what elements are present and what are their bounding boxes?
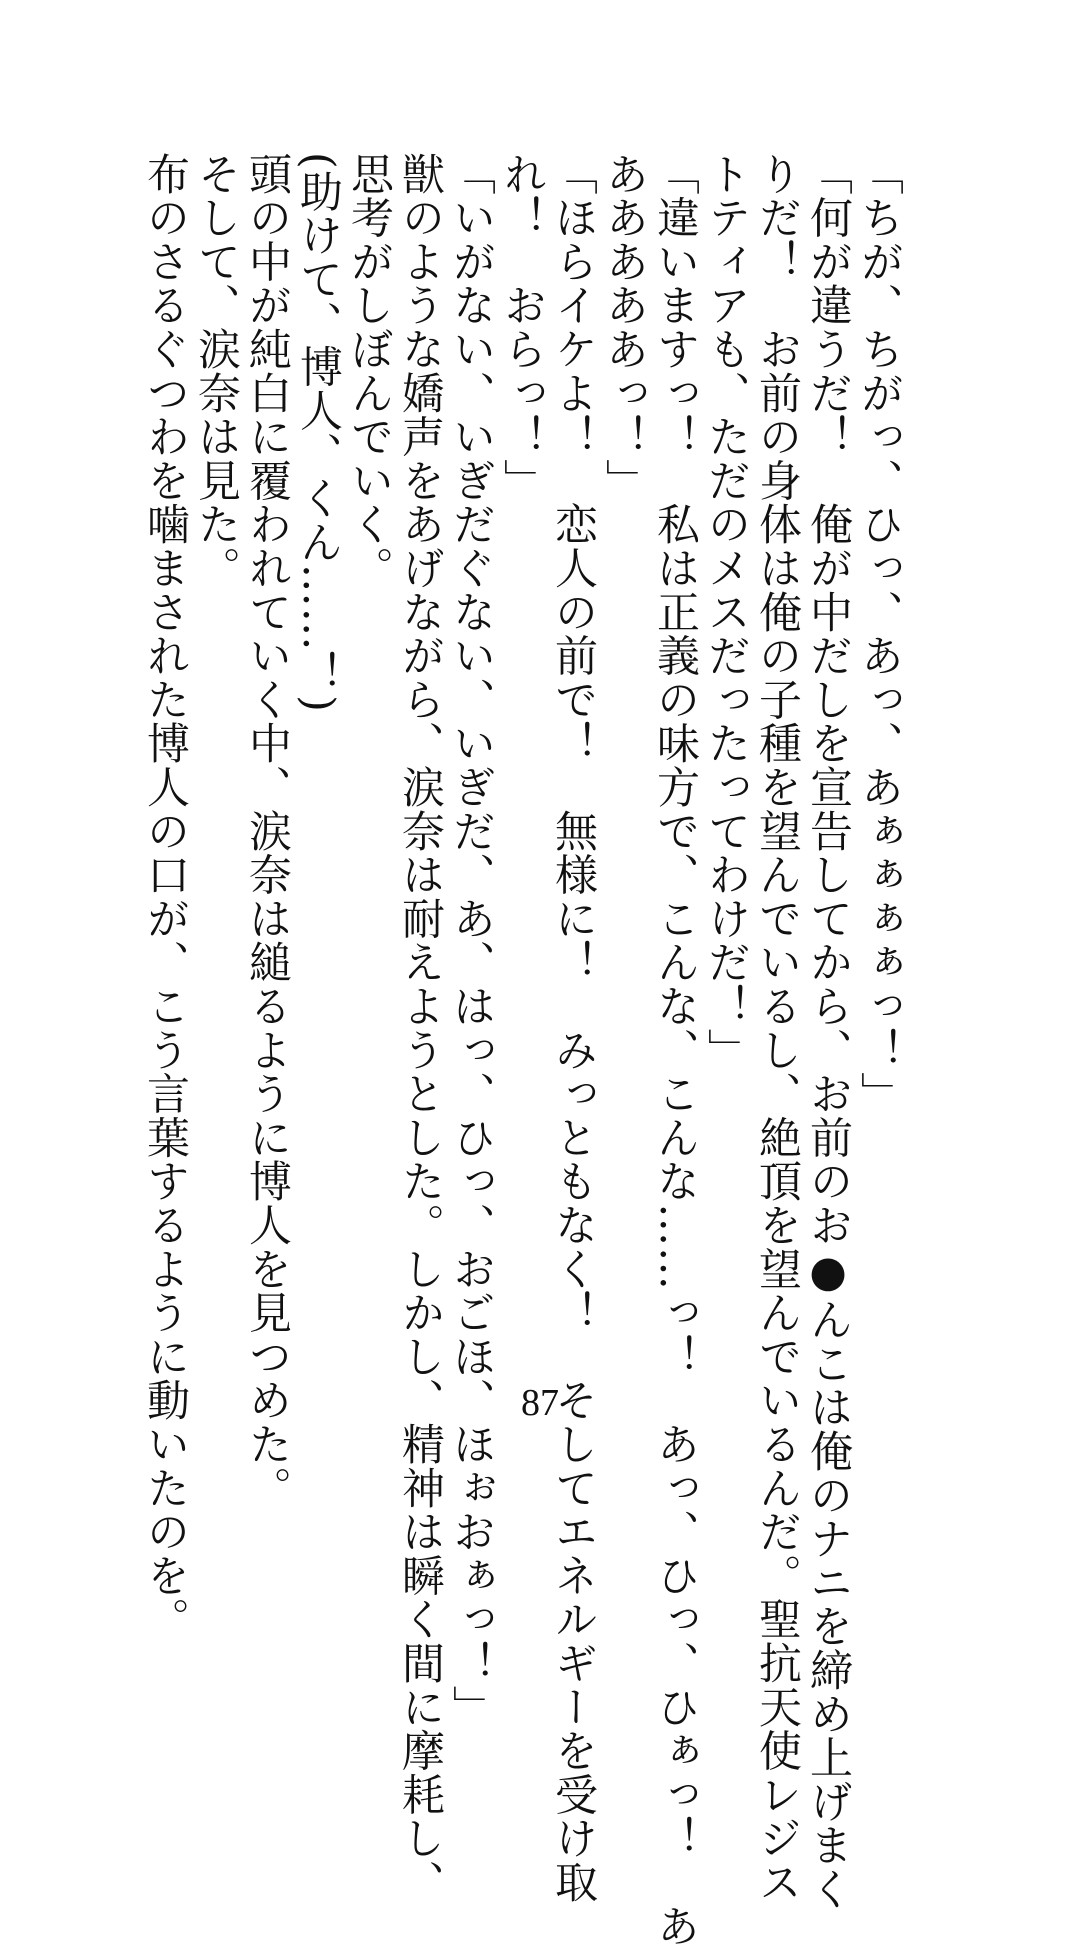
text-line: 「違いますっ！ 私は正義の味方で、こんな、こんな……っ！ あっ、ひっ、ひぁっ！ あ — [650, 152, 700, 1948]
text-line: 思考がしぼんでいく。 — [344, 152, 394, 590]
text-line: 頭の中が純白に覆われていく中、涙奈は縋るように博人を見つめた。 — [242, 152, 292, 1510]
text-line: トティアも、ただのメスだったってわけだ！」 — [701, 152, 751, 1072]
text-line: りだ！ お前の身体は俺の子種を望んでいるし、絶頂を望んでいるんだ。聖抗天使レジス — [752, 152, 802, 1904]
text-line: 「何が違うだ！ 俺が中だしを宣告してから、お前のお●んこは俺のナニを締め上げまく — [803, 152, 853, 1911]
text-line: 「ほらイケよ！ 恋人の前で！ 無様に！ みっともなく！ そしてエネルギーを受け取 — [548, 152, 598, 1904]
text-line: 獣のような嬌声をあげながら、涙奈は耐えようとした。しかし、精神は瞬く間に摩耗し、 — [395, 152, 445, 1904]
text-line: 布のさるぐつわを噛まされた博人の口が、こう言葉するように動いたのを。 — [140, 152, 190, 1642]
text-line: 「いがない、いぎだぐない、いぎだ、あ、はっ、ひっ、おごほ、ほぉおぁっ！」 — [446, 152, 496, 1729]
text-line: (助けて、博人、くん……！) — [293, 152, 343, 713]
text-line: れ！ おらっ！」 — [497, 152, 547, 503]
text-line: 「ちが、ちがっ、ひっ、あっ、あぁぁぁぁっ！」 — [854, 152, 904, 1116]
page-number: 87 — [521, 1382, 559, 1424]
text-line: あああああっ！」 — [599, 152, 649, 503]
text-line: そして、涙奈は見た。 — [191, 152, 241, 590]
